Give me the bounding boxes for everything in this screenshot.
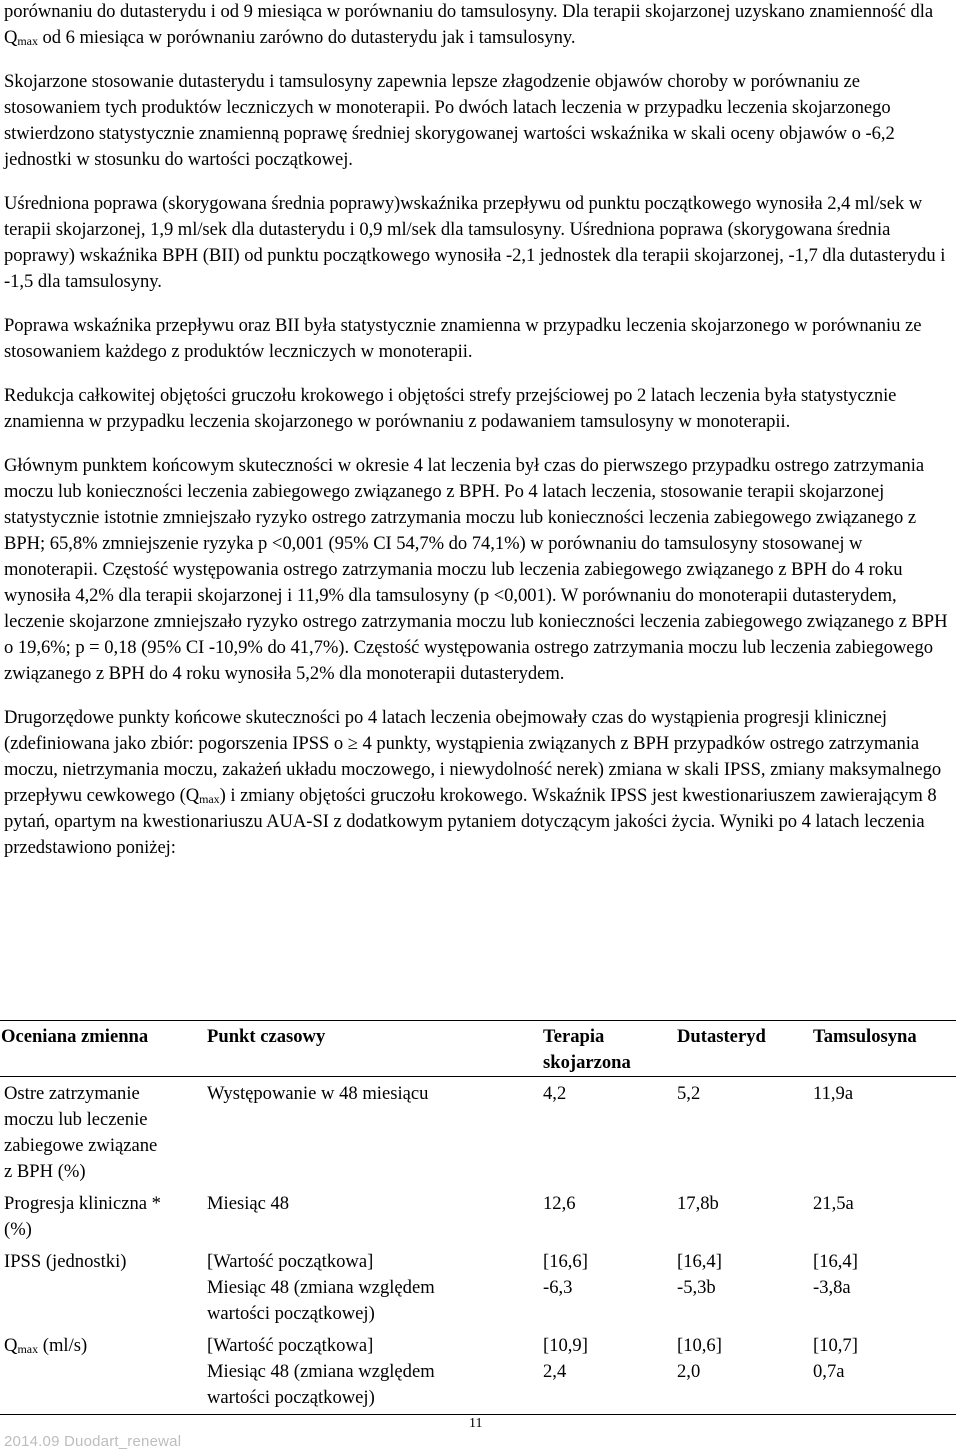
results-table (0, 1020, 956, 1415)
document-page (4, 0, 952, 861)
cell-dutasteride: 5,2 (677, 1083, 701, 1104)
paragraph-7-text-b: 4 punkty, wystąpienia związanych z BPH przypadków ostrego zatrzymania moczu, nietrzymania moczu, zakażeń układu moczowego, i niewydolność nerek) zmiana w skali IPSS, zmiany maksymalnego przepływu cewkowego (Q (4, 733, 942, 806)
cell-dutasteride: [16,4] -5,3b (677, 1251, 722, 1298)
header-dutasteride: Dutasteryd (673, 1021, 809, 1077)
header-combination: Terapia skojarzona (539, 1021, 673, 1077)
header-timepoint: Punkt czasowy (203, 1021, 539, 1077)
cell-variable: Ostre zatrzymanie moczu lub leczenie zabiegowe związane z BPH (%) (4, 1083, 158, 1182)
cell-dutasteride: [10,6] 2,0 (673, 1330, 809, 1415)
cell-combination: [16,6] -6,3 (543, 1251, 588, 1298)
page-number: 11 (469, 1416, 483, 1431)
table-row (0, 1246, 956, 1330)
header-variable: Oceniana zmienna (0, 1021, 203, 1077)
cell-variable: Progresja kliniczna * (%) (4, 1193, 161, 1240)
paragraph-1-text-b: od 6 miesiąca w porównaniu zarówno do dutasterydu jak i tamsulosyny. (37, 27, 576, 48)
paragraph-7-text-c: ) i zmiany objętości gruczołu krokowego. Wskaźnik IPSS jest kwestionariuszem zawierającym 8 pytań, opartym na kwestionariuszu AUA-SI z dodatkowym pytaniem dotyczącym jakości życia. Wyniki po 4 latach leczenia przedstawiono poniżej: (4, 785, 937, 858)
header-tamsulosin: Tamsulosyna (809, 1021, 956, 1077)
qmax-subscript: max (17, 34, 38, 48)
cell-timepoint: Miesiąc 48 (207, 1193, 290, 1214)
greater-or-equal-symbol: ≥ (347, 733, 358, 754)
table-row (0, 1077, 956, 1189)
cell-timepoint: [Wartość początkowa] Miesiąc 48 (zmiana względem wartości początkowej) (207, 1251, 435, 1324)
paragraph-6: Głównym punktem końcowym skuteczności w okresie 4 lat leczenia był czas do pierwszego przypadku ostrego zatrzymania moczu lub konieczności leczenia zabiegowego związanego z BPH. Po 4 latach leczenia, stosowanie terapii skojarzonej statystycznie istotnie zmniejszało ryzyko ostrego zatrzymania moczu lub konieczności leczenia zabiegowego związanego z BPH; 65,8% zmniejszenie ryzyka p <0,001 (95% CI 54,7% do 74,1%) w porównaniu do tamsulosyny stosowanej w monoterapii. Częstość występowania ostrego zatrzymania moczu lub leczenia zabiegowego związanego z BPH do 4 roku wynosiła 4,2% dla terapii skojarzonej i 11,9% dla tamsulosyny (p <0,001). W porównaniu do monoterapii dutasterydem, leczenie skojarzone zmniejszało ryzyko ostrego zatrzymania moczu lub konieczności leczenia zabiegowego związanego z BPH o 19,6%; p = 0,18 (95% CI -10,9% do 41,7%). Częstość występowania ostrego zatrzymania moczu lub leczenia zabiegowego związanego z BPH do 4 roku wynosiła 5,2% dla monoterapii dutasterydem. (4, 455, 948, 684)
table-row (0, 1188, 956, 1246)
cell-variable: $Q_{max}$ (ml/s) (0, 1330, 203, 1415)
cell-variable: IPSS (jednostki) (4, 1251, 127, 1272)
paragraph-1 (4, 0, 952, 51)
cell-tamsulosin: [16,4] -3,8a (813, 1251, 858, 1298)
table-row (0, 1330, 956, 1415)
qmax-subscript: max (199, 792, 220, 806)
cell-dutasteride: 17,8b (677, 1193, 719, 1214)
cell-tamsulosin: 21,5a (813, 1193, 854, 1214)
paragraph-5: Redukcja całkowitej objętości gruczołu krokowego i objętości strefy przejściowej po 2 latach leczenia była statystycznie znamienna w przypadku leczenia skojarzonego w porównaniu z podawaniem tamsulosyny w monoterapii. (4, 385, 897, 432)
cell-timepoint: [Wartość początkowa] Miesiąc 48 (zmiana względem wartości początkowej) (203, 1330, 539, 1415)
paragraph-4: Poprawa wskaźnika przepływu oraz BII była statystycznie znamienna w przypadku leczenia skojarzonego w porównaniu ze stosowaniem każdego z produktów leczniczych w monoterapii. (4, 315, 922, 362)
qmax-subscript: max (17, 1342, 39, 1356)
cell-combination: 12,6 (543, 1193, 576, 1214)
table-header-row (0, 1021, 956, 1077)
cell-timepoint: Występowanie w 48 miesiącu (207, 1083, 429, 1104)
paragraph-2: Skojarzone stosowanie dutasterydu i tamsulosyny zapewnia lepsze złagodzenie objawów choroby w porównaniu ze stosowaniem tych produktów leczniczych w monoterapii. Po dwóch latach leczenia w przypadku leczenia skojarzonego stwierdzono statystycznie znamienną poprawę średniej skorygowanej wartości wskaźnika w skali oceny objawów o -6,2 jednostki w stosunku do wartości początkowej. (4, 71, 895, 170)
paragraph-3: Uśredniona poprawa (skorygowana średnia poprawy)wskaźnika przepływu od punktu początkowego wynosiła 2,4 ml/sek w terapii skojarzonej, 1,9 ml/sek dla dutasterydu i 0,9 ml/sek dla tamsulosyny. Uśredniona poprawa (skorygowana średnia poprawy) wskaźnika BPH (BII) od punktu początkowego wynosiła -2,1 jednostek dla terapii skojarzonej, -1,7 dla dutasterydu i -1,5 dla tamsulosyny. (4, 193, 946, 292)
document-id-footer: 2014.09 Duodart_renewal (4, 1433, 182, 1450)
cell-tamsulosin: 11,9a (813, 1083, 854, 1104)
paragraph-7 (4, 705, 952, 861)
paragraph-7-text-a: Drugorzędowe punkty końcowe skuteczności po 4 latach leczenia obejmowały czas do wystąpienia progresji klinicznej (zdefiniowana jako zbiór: pogorszenia IPSS o (4, 707, 887, 754)
paragraph-1-text-a: porównaniu do dutasterydu i od 9 miesiąca w porównaniu do tamsulosyny. Dla terapii skojarzonej uzyskano znamienność dla Q (4, 1, 934, 48)
cell-combination: [10,9] 2,4 (539, 1330, 673, 1415)
cell-tamsulosin: [10,7] 0,7a (809, 1330, 956, 1415)
cell-combination: 4,2 (543, 1083, 567, 1104)
